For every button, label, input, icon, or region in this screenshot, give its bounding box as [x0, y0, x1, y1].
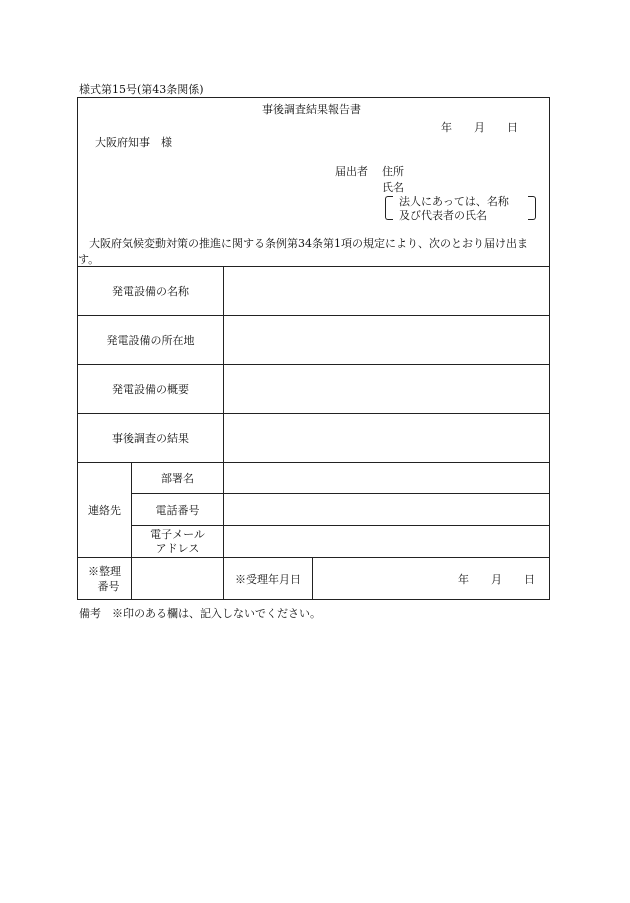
facility-overview-field[interactable]	[224, 365, 549, 413]
facility-name-label: 発電設備の名称	[112, 285, 189, 298]
phone-field[interactable]	[224, 494, 549, 525]
declaration-text: 大阪府気候変動対策の推進に関する条例第34条第1項の規定により、次のとおり届け出ます。	[78, 237, 528, 266]
email-label	[132, 526, 223, 557]
corporate-note-line1: 法人にあっては、名称	[399, 195, 509, 208]
facility-overview-label: 発電設備の概要	[112, 383, 189, 396]
reference-number-label	[78, 558, 131, 600]
department-label: 部署名	[161, 472, 194, 485]
facility-name-field[interactable]	[224, 267, 549, 315]
reference-number-label-line2: 番号	[97, 580, 120, 593]
corporate-note-line2: 及び代表者の氏名	[399, 209, 487, 222]
facility-location-label: 発電設備の所在地	[106, 334, 195, 347]
email-field[interactable]	[224, 526, 549, 557]
survey-result-field[interactable]	[224, 414, 549, 462]
email-label-line1: 電子メール	[150, 527, 205, 541]
left-bracket	[385, 196, 393, 220]
reference-number-field	[132, 558, 223, 600]
submission-date: 年 月 日	[441, 121, 518, 134]
form-number-label: 様式第15号(第43条関係)	[79, 83, 204, 96]
contact-label: 連絡先	[88, 504, 121, 517]
name-label: 氏名	[382, 181, 404, 194]
address-label: 住所	[382, 165, 404, 178]
reference-number-label-line1: ※整理	[88, 565, 121, 578]
received-date-field: 年 月 日	[458, 573, 535, 586]
right-bracket	[528, 196, 536, 220]
department-field[interactable]	[224, 463, 549, 493]
email-label-line2: アドレス	[155, 541, 200, 555]
remarks: 備考 ※印のある欄は、記入しないでください。	[79, 607, 321, 620]
applicant-label: 届出者	[335, 165, 368, 178]
corporate-note	[399, 195, 509, 223]
form-title: 事後調査結果報告書	[262, 103, 361, 116]
received-date-label: ※受理年月日	[235, 573, 301, 586]
survey-result-label: 事後調査の結果	[112, 432, 189, 445]
facility-location-field[interactable]	[224, 316, 549, 364]
phone-label: 電話番号	[155, 503, 200, 517]
addressee: 大阪府知事 様	[95, 136, 172, 149]
